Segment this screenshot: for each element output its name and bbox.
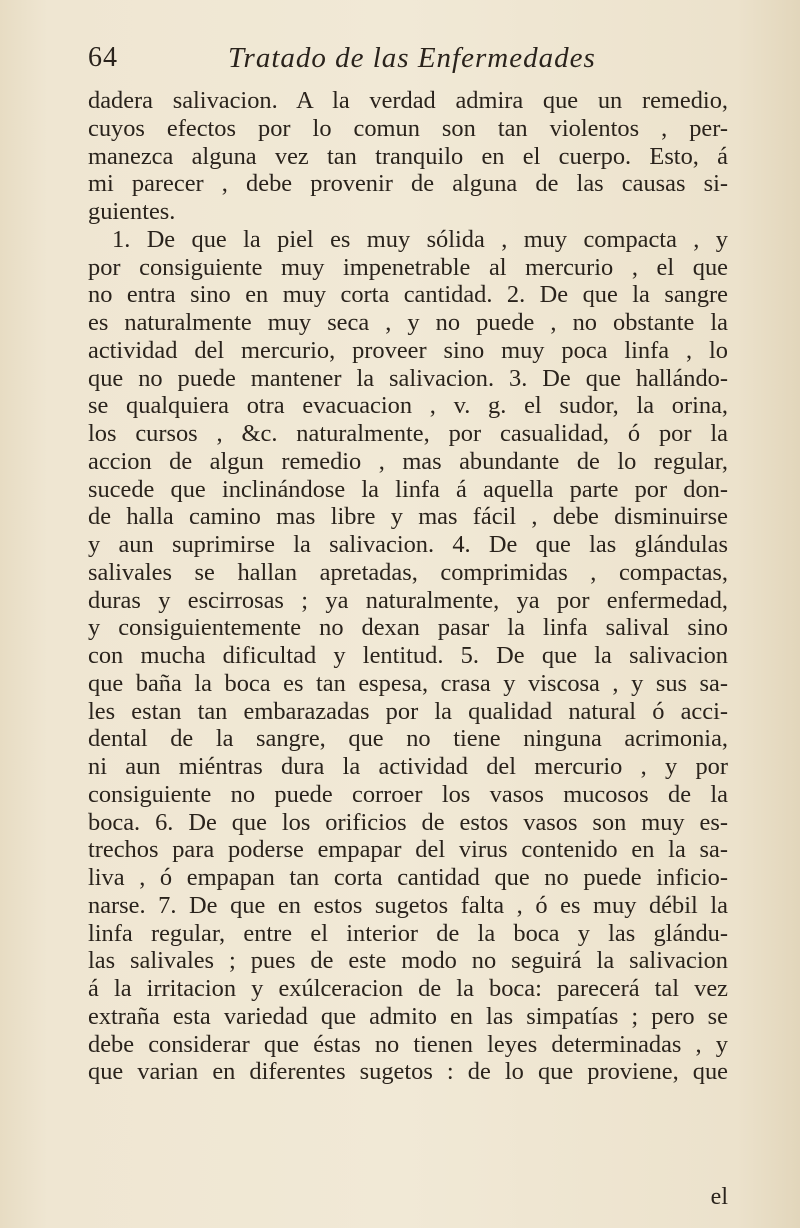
text-line: salivales se hallan apretadas, comprimidas , compactas,: [88, 558, 728, 586]
text-line: linfa regular, entre el interior de la boca y las glándu-: [88, 919, 728, 947]
text-line: narse. 7. De que en estos sugetos falta , ó es muy débil la: [88, 891, 728, 919]
text-line: las salivales ; pues de este modo no seguirá la salivacion: [88, 947, 728, 975]
text-line: liva , ó empapan tan corta cantidad que no puede inficio-: [88, 864, 728, 891]
text-line: 1. De que la piel es muy sólida , muy compacta , y: [112, 225, 728, 253]
text-line: extraña esta variedad que admito en las simpatías ; pero se: [88, 1002, 728, 1030]
text-line: de halla camino mas libre y mas fácil , debe disminuirse: [88, 503, 728, 531]
text-line: á la irritacion y exúlceracion de la boca: parecerá tal vez: [88, 975, 728, 1002]
text-line: trechos para poderse empapar del virus contenido en la sa-: [88, 836, 728, 864]
text-line: accion de algun remedio , mas abundante de lo regular,: [88, 447, 728, 475]
text-line: les estan tan embarazadas por la qualidad natural ó acci-: [88, 697, 728, 725]
text-line: por consiguiente muy impenetrable al mercurio , el que: [88, 253, 728, 281]
text-line: no entra sino en muy corta cantidad. 2. De que la sangre: [88, 281, 728, 309]
text-line: actividad del mercurio, proveer sino muy poca linfa , lo: [88, 336, 728, 364]
text-line: consiguiente no puede corroer los vasos mucosos de la: [88, 780, 728, 808]
text-line: cuyos efectos por lo comun son tan violentos , per-: [88, 114, 728, 142]
running-title: Tratado de las Enfermedades: [228, 42, 596, 74]
text-line: debe considerar que éstas no tienen leyes determinadas , y: [88, 1030, 728, 1058]
text-line: los cursos , &c. naturalmente, por casualidad, ó por la: [88, 420, 728, 447]
text-line: ni aun miéntras dura la actividad del mercurio , y por: [88, 753, 728, 780]
body-text: [88, 87, 728, 1086]
text-line: y consiguientemente no dexan pasar la linfa salival sino: [88, 614, 728, 642]
text-line: sucede que inclinándose la linfa á aquella parte por don-: [88, 475, 728, 503]
text-line: mi parecer , debe provenir de alguna de las causas si-: [88, 170, 728, 198]
text-line: y aun suprimirse la salivacion. 4. De que las glándulas: [88, 531, 728, 558]
text-line: que varian en diferentes sugetos : de lo que proviene, que: [88, 1058, 728, 1086]
text-line: boca. 6. De que los orificios de estos vasos son muy es-: [88, 808, 728, 836]
text-line: es naturalmente muy seca , y no puede , no obstante la: [88, 309, 728, 336]
catchword: el: [710, 1184, 728, 1210]
text-line: que baña la boca es tan espesa, crasa y viscosa , y sus sa-: [88, 669, 728, 697]
text-line: dadera salivacion. A la verdad admira que un remedio,: [88, 87, 728, 114]
text-line: que no puede mantener la salivacion. 3. De que hallándo-: [88, 364, 728, 392]
page-number: 64: [88, 42, 118, 73]
text-line: guientes.: [88, 198, 176, 225]
text-line: dental de la sangre, que no tiene ninguna acrimonia,: [88, 725, 728, 753]
text-line: se qualquiera otra evacuacion , v. g. el sudor, la orina,: [88, 392, 728, 420]
text-line: manezca alguna vez tan tranquilo en el cuerpo. Esto, á: [88, 142, 728, 170]
page-header: [88, 42, 728, 82]
text-line: duras y escirrosas ; ya naturalmente, ya por enfermedad,: [88, 586, 728, 614]
text-line: con mucha dificultad y lentitud. 5. De que la salivacion: [88, 642, 728, 669]
